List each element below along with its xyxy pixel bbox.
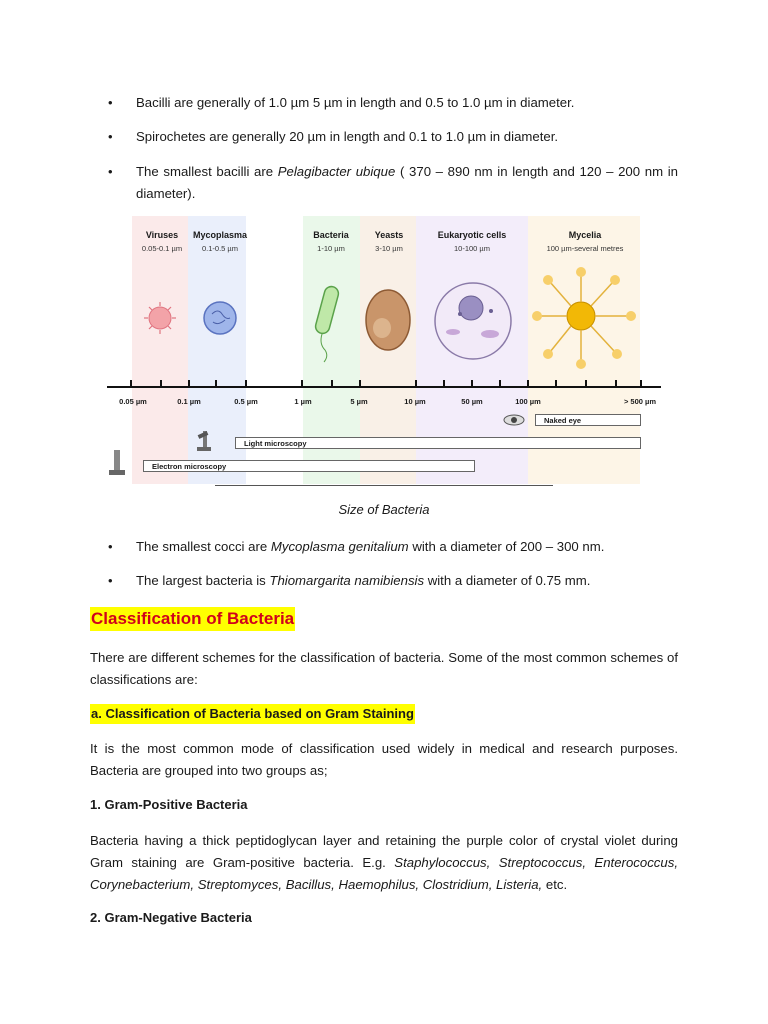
tick — [443, 380, 445, 388]
tick — [331, 380, 333, 388]
figure-rule — [215, 485, 553, 486]
col-sub-mycelia: 100 µm-several metres — [546, 244, 624, 253]
electron-microscopy-bar: Electron microscopy — [143, 460, 475, 472]
col-sub-bacteria: 1-10 µm — [317, 244, 345, 253]
tick — [160, 380, 162, 388]
electron-microscope-icon — [107, 448, 127, 476]
tick — [585, 380, 587, 388]
bullet-largest-bacteria: • The largest bacteria is Thiomargarita namibiensis with a diameter of 0.75 mm. — [108, 573, 591, 588]
bacteria-icon — [314, 285, 340, 362]
tick-label: 0.5 µm — [234, 397, 258, 406]
tick — [130, 380, 132, 388]
tick — [415, 380, 417, 388]
mycoplasma-icon — [204, 302, 236, 334]
bullet-smallest-cocci: • The smallest cocci are Mycoplasma genitalium with a diameter of 200 – 300 nm. — [108, 539, 605, 554]
tick-label: 50 µm — [461, 397, 483, 406]
col-sub-mycoplasma: 0.1-0.5 µm — [201, 244, 238, 253]
tick — [555, 380, 557, 388]
size-of-bacteria-figure — [95, 216, 660, 486]
tick-label: 100 µm — [515, 397, 541, 406]
tick — [615, 380, 617, 388]
tick-label: 10 µm — [404, 397, 426, 406]
figure-caption: Size of Bacteria — [338, 502, 430, 517]
gram-positive-paragraph: Bacteria having a thick peptidoglycan layer and retaining the purple color of crystal violet during Gram staining are Gram-positive bacteria. E.g. Staphylococcus, Streptococcus, Enterococcus, Corynebacterium, Streptomyces, Bacillus, Haemophilus, Clostridium, Listeria, etc. — [90, 833, 678, 892]
bullet-spirochetes: • Spirochetes are generally 20 µm in length and 0.1 to 1.0 µm in diameter. — [108, 129, 559, 144]
yeast-icon — [366, 290, 410, 350]
col-title-mycelia: Mycelia — [568, 230, 602, 240]
tick — [188, 380, 190, 388]
col-title-bacteria: Bacteria — [313, 230, 349, 240]
eye-icon — [503, 414, 525, 426]
col-title-yeasts: Yeasts — [374, 230, 404, 240]
tick-label: 0.05 µm — [119, 397, 147, 406]
col-sub-viruses: 0.05-0.1 µm — [141, 244, 183, 253]
tick-label: 1 µm — [294, 397, 312, 406]
tick — [499, 380, 501, 388]
intro-paragraph: There are different schemes for the classification of bacteria. Some of the most common schemes of classifications are: — [90, 650, 678, 687]
eukaryotic-cell-icon — [435, 283, 511, 359]
tick-label: > 500 µm — [623, 397, 657, 406]
tick — [359, 380, 361, 388]
tick — [527, 380, 529, 388]
col-title-eukaryotic: Eukaryotic cells — [437, 230, 507, 240]
section-heading: Classification of Bacteria — [90, 607, 295, 631]
tick-label: 0.1 µm — [177, 397, 201, 406]
col-sub-eukaryotic: 10-100 µm — [453, 244, 490, 253]
gram-positive-heading: 1. Gram-Positive Bacteria — [90, 797, 248, 812]
col-title-mycoplasma: Mycoplasma — [192, 230, 248, 240]
organism-illustrations — [95, 216, 660, 386]
col-title-viruses: Viruses — [145, 230, 179, 240]
naked-eye-bar: Naked eye — [535, 414, 641, 426]
tick — [640, 380, 642, 388]
gram-paragraph: It is the most common mode of classification used widely in medical and research purposes. Bacteria are grouped into two groups as; — [90, 741, 678, 778]
tick-label: 5 µm — [350, 397, 368, 406]
tick — [245, 380, 247, 388]
size-axis — [107, 386, 661, 388]
bullet-smallest-bacilli: • The smallest bacilli are Pelagibacter ubique ( 370 – 890 nm in length and 120 – 200 nm in diameter). — [108, 164, 678, 201]
virus-icon — [144, 302, 176, 334]
tick — [301, 380, 303, 388]
light-microscopy-bar: Light microscopy — [235, 437, 641, 449]
gram-negative-heading: 2. Gram-Negative Bacteria — [90, 910, 252, 925]
tick — [471, 380, 473, 388]
mycelia-icon — [532, 267, 636, 369]
tick — [215, 380, 217, 388]
col-sub-yeasts: 3-10 µm — [375, 244, 403, 253]
bullet-bacilli: • Bacilli are generally of 1.0 µm 5 µm in length and 0.5 to 1.0 µm in diameter. — [108, 95, 575, 110]
subsection-heading: a. Classification of Bacteria based on Gram Staining — [90, 704, 415, 724]
light-microscope-icon — [193, 427, 215, 453]
